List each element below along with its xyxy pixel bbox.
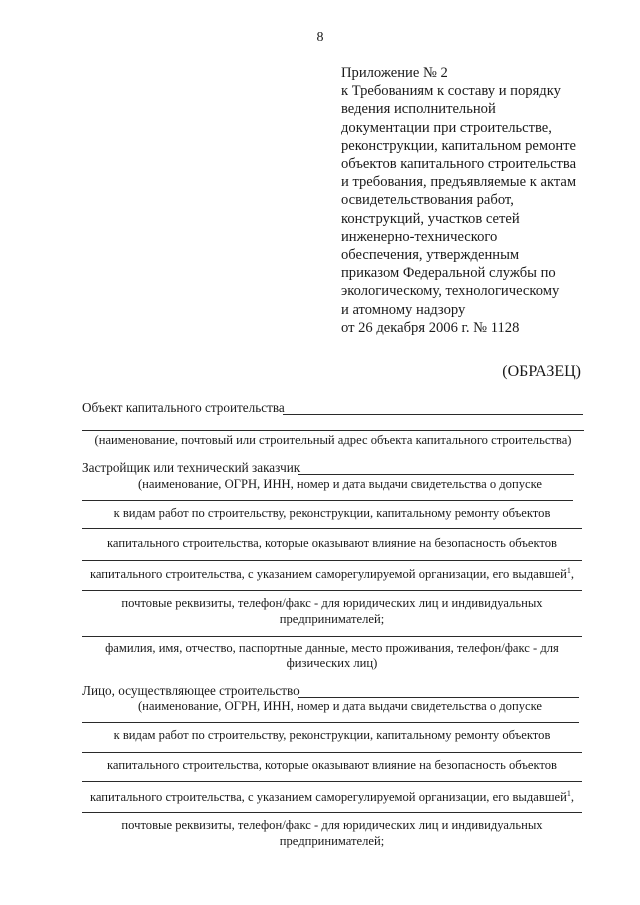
developer-field-line-6[interactable]: [82, 636, 582, 637]
appendix-line: инженерно-технического: [341, 228, 498, 245]
developer-field-line-3[interactable]: [82, 528, 582, 529]
appendix-line: и требования, предъявляемые к актам: [341, 174, 577, 191]
appendix-line: приказом Федеральной службы по: [341, 265, 556, 282]
appendix-line: экологическому, технологическому: [341, 283, 560, 300]
developer-label: Застройщик или технический заказчик: [82, 460, 301, 475]
builder-caption-1: (наименование, ОГРН, ИНН, номер и дата выдачи свидетельства о допуске: [137, 699, 542, 713]
developer-caption-1: (наименование, ОГРН, ИНН, номер и дата выдачи свидетельства о допуске: [137, 477, 542, 491]
builder-caption-4: капитального строительства, с указанием саморегулируемой организации, его выдавшей$^1$,: [89, 789, 575, 805]
builder-label: Лицо, осуществляющее строительство: [82, 683, 300, 698]
builder-field-line-2[interactable]: [82, 722, 579, 723]
page-number: 8: [316, 30, 324, 45]
developer-caption-3: капитального строительства, которые оказывают влияние на безопасность объектов: [106, 536, 558, 550]
builder-caption-5a: почтовые реквизиты, телефон/факс - для юридических лиц и индивидуальных: [121, 818, 543, 832]
builder-caption-2: к видам работ по строительству, реконструкции, капитальному ремонту объектов: [113, 728, 551, 742]
object-label: Объект капитального строительства: [82, 400, 285, 415]
builder-caption-3: капитального строительства, которые оказывают влияние на безопасность объектов: [106, 758, 558, 772]
appendix-line: освидетельствования работ,: [341, 192, 514, 209]
object-caption: (наименование, почтовый или строительный адрес объекта капитального строительства): [94, 433, 572, 447]
appendix-line: обеспечения, утвержденным: [341, 247, 520, 264]
appendix-line: ведения исполнительной: [341, 101, 496, 118]
developer-field-line-5[interactable]: [82, 590, 582, 591]
developer-caption-2: к видам работ по строительству, реконструкции, капитальному ремонту объектов: [113, 506, 551, 520]
developer-caption-5b: предпринимателей;: [279, 612, 385, 626]
developer-field-line-4[interactable]: [82, 560, 582, 561]
object-field-line-2[interactable]: [82, 430, 584, 431]
appendix-line: реконструкции, капитальном ремонте: [341, 137, 577, 154]
appendix-line: Приложение № 2: [341, 65, 448, 81]
appendix-line: документации при строительстве,: [341, 119, 552, 136]
developer-field-line-2[interactable]: [82, 500, 573, 501]
developer-caption-6b: физических лиц): [286, 656, 378, 670]
builder-caption-5b: предпринимателей;: [279, 834, 385, 848]
appendix-line: объектов капитального строительства: [341, 156, 577, 173]
developer-field-line[interactable]: [298, 474, 574, 475]
developer-caption-4: капитального строительства, с указанием саморегулируемой организации, его выдавшей$^1$,: [89, 566, 575, 582]
object-field-line[interactable]: [283, 414, 583, 415]
developer-caption-6a: фамилия, имя, отчество, паспортные данные, место проживания, телефон/факс - для: [105, 641, 559, 655]
appendix-line: и атомному надзору: [341, 301, 466, 318]
builder-field-line[interactable]: [298, 697, 579, 698]
footnote-marker: 1: [566, 566, 571, 575]
appendix-line: конструкций, участков сетей: [341, 210, 520, 227]
appendix-header: [341, 64, 631, 337]
builder-field-line-4[interactable]: [82, 781, 582, 782]
appendix-line: к Требованиям к составу и порядку: [341, 83, 561, 100]
developer-caption-5a: почтовые реквизиты, телефон/факс - для юридических лиц и индивидуальных: [121, 596, 543, 610]
builder-field-line-3[interactable]: [82, 752, 582, 753]
footnote-marker: 1: [566, 789, 571, 798]
sample-label: (ОБРАЗЕЦ): [502, 363, 581, 380]
appendix-line: от 26 декабря 2006 г. № 1128: [341, 319, 520, 336]
builder-field-line-5[interactable]: [82, 812, 582, 813]
